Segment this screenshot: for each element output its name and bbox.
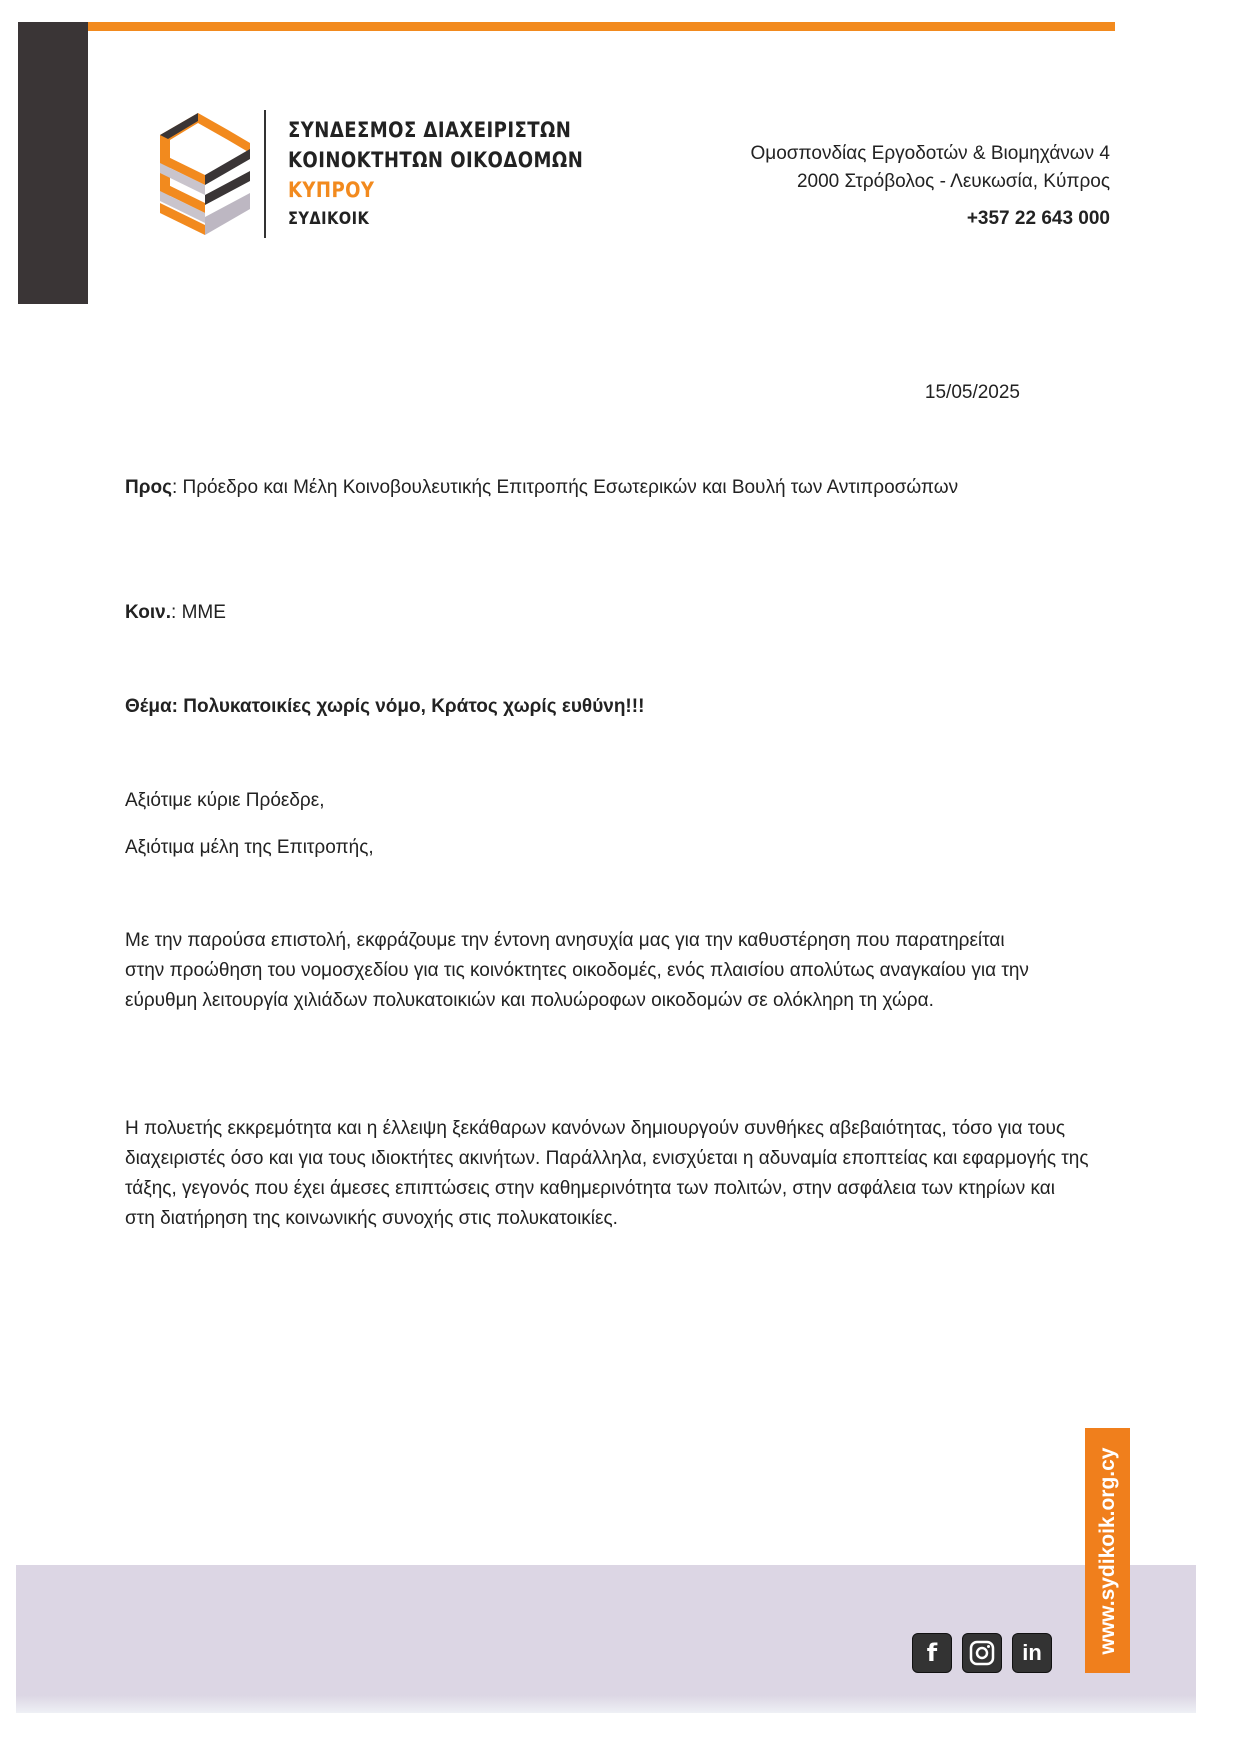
greeting-chair: Αξιότιμε κύριε Πρόεδρε, xyxy=(125,790,325,811)
logo-icon xyxy=(160,113,250,235)
linkedin-icon[interactable] xyxy=(1012,1633,1052,1673)
header-dark-bar xyxy=(18,22,88,304)
paragraph-2: Η πολυετής εκκρεμότητα και η έλλειψη ξεκάθαρων κανόνων δημιουργούν συνθήκες αβεβαιότητας, τόσο για τους διαχειριστές όσο και για τους ιδιοκτήτες ακινήτων. Παράλληλα, ενισχύεται η αδυναμία εποπτείας και εφαρμογής της τάξης, γεγονός που έχει άμεσες επιπτώσεις στην καθημερινότητα των πολιτών, στην ασφάλεια των κτηρίων και στη διατήρηση της κοινωνικής συνοχής στις πολυκατοικίες. xyxy=(125,1118,1089,1229)
cc-label: Κοιν. xyxy=(125,602,172,623)
cc-text: : ΜΜΕ xyxy=(171,602,226,623)
logo-divider xyxy=(264,110,266,238)
instagram-glyph xyxy=(969,1640,995,1666)
address-line2: 2000 Στρόβολος - Λευκωσία, Κύπρος xyxy=(796,171,1110,192)
org-name-line3: ΚΥΠΡΟΥ xyxy=(288,178,375,202)
website-banner[interactable] xyxy=(1085,1428,1130,1673)
paragraph-1: Με την παρούσα επιστολή, εκφράζουμε την έντονη ανησυχία μας για την καθυστέρηση που παρατηρείται στην προώθηση του νομοσχεδίου για τις κοινόκτητες οικοδομές, ενός πλαισίου απολύτως αναγκαίου για την εύρυθμη λειτουργία χιλιάδων πολυκατοικιών και πολυώροφων οικοδομών σε ολόκληρη τη χώρα. xyxy=(125,930,1029,1011)
facebook-icon[interactable] xyxy=(912,1633,952,1673)
org-name-line1: ΣΥΝΔΕΣΜΟΣ ΔΙΑΧΕΙΡΙΣΤΩΝ xyxy=(288,118,572,142)
recipient-label: Προς xyxy=(125,477,172,498)
linkedin-glyph: in xyxy=(1022,1640,1042,1665)
greeting-members: Αξιότιμα μέλη της Επιτροπής, xyxy=(125,837,374,858)
website-link[interactable]: www.sydikoik.org.cy xyxy=(1095,1447,1119,1654)
address-line1: Ομοσπονδίας Εργοδοτών & Βιομηχάνων 4 xyxy=(750,143,1110,164)
org-name-line2: ΚΟΙΝΟΚΤΗΤΩΝ ΟΙΚΟΔΟΜΩΝ xyxy=(288,148,584,172)
letter-date: 15/05/2025 xyxy=(924,382,1020,403)
facebook-glyph: f xyxy=(926,1639,938,1667)
subject: Θέμα: Πολυκατοικίες χωρίς νόμο, Κράτος χωρίς ευθύνη!!! xyxy=(125,696,645,717)
instagram-icon[interactable] xyxy=(962,1633,1002,1673)
org-short-name: ΣΥΔΙΚΟΙΚ xyxy=(288,209,370,229)
header-orange-line xyxy=(88,22,1115,31)
phone: +357 22 643 000 xyxy=(966,208,1110,229)
recipient-text: : Πρόεδρο και Μέλη Κοινοβουλευτικής Επιτροπής Εσωτερικών και Βουλή των Αντιπροσώπων xyxy=(171,477,959,498)
address xyxy=(751,140,1110,196)
recipient xyxy=(125,473,985,503)
cc xyxy=(125,598,1085,628)
